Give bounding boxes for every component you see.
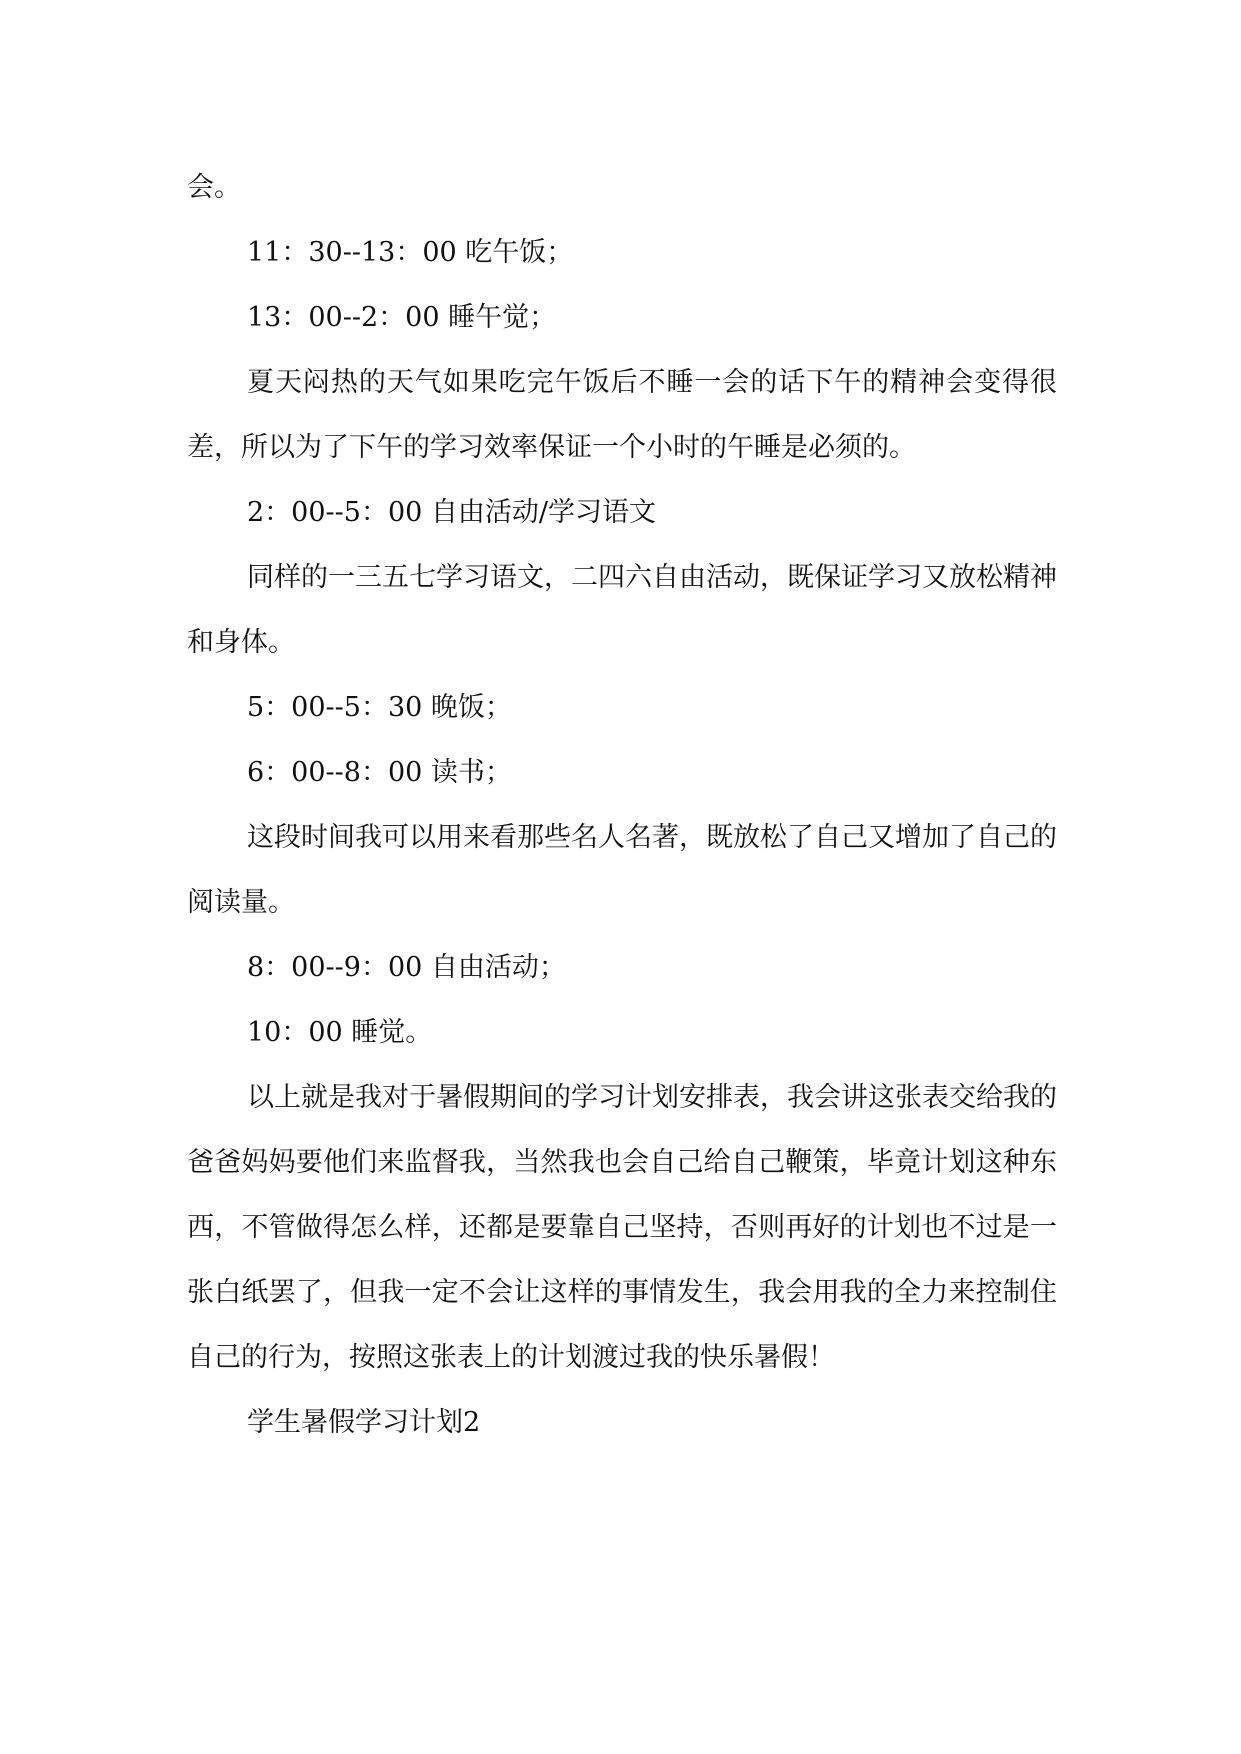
- schedule-dinner: 5：00--5：30 晚饭；: [247, 692, 512, 723]
- paragraph-conclusion: 以上就是我对于暑假期间的学习计划安排表，我会讲这张表交给我的爸爸妈妈要他们来监督我，当然我也会自己给自己鞭策，毕竟计划这种东西，不管做得怎么样，还都是要靠自己坚持，否则再好的计划也不过是一张白纸罢了，但我一定不会让这样的事情发生，我会用我的全力来控制住自己的行为，按照这张表上的计划渡过我的快乐暑假！: [187, 1082, 1057, 1373]
- section-heading: 学生暑假学习计划2: [247, 1407, 481, 1438]
- paragraph-afternoon-reason: 同样的一三五七学习语文，二四六自由活动，既保证学习又放松精神和身体。: [187, 562, 1057, 658]
- schedule-afternoon: 2：00--5：00 自由活动/学习语文: [247, 497, 656, 528]
- schedule-sleep: 10：00 睡觉。: [247, 1017, 433, 1048]
- paragraph-reading-reason: 这段时间我可以用来看那些名人名著，既放松了自己又增加了自己的阅读量。: [187, 822, 1057, 918]
- paragraph-continuation: 会。: [187, 172, 241, 203]
- schedule-lunch: 11：30--13：00 吃午饭；: [247, 237, 574, 268]
- paragraph-nap-reason: 夏天闷热的天气如果吃完午饭后不睡一会的话下午的精神会变得很差，所以为了下午的学习效率保证一个小时的午睡是必须的。: [187, 367, 1057, 463]
- schedule-reading: 6：00--8：00 读书；: [247, 757, 512, 788]
- schedule-nap: 13：00--2：00 睡午觉；: [247, 302, 557, 333]
- document-body: [187, 155, 1057, 1455]
- schedule-free-time: 8：00--9：00 自由活动；: [247, 952, 566, 983]
